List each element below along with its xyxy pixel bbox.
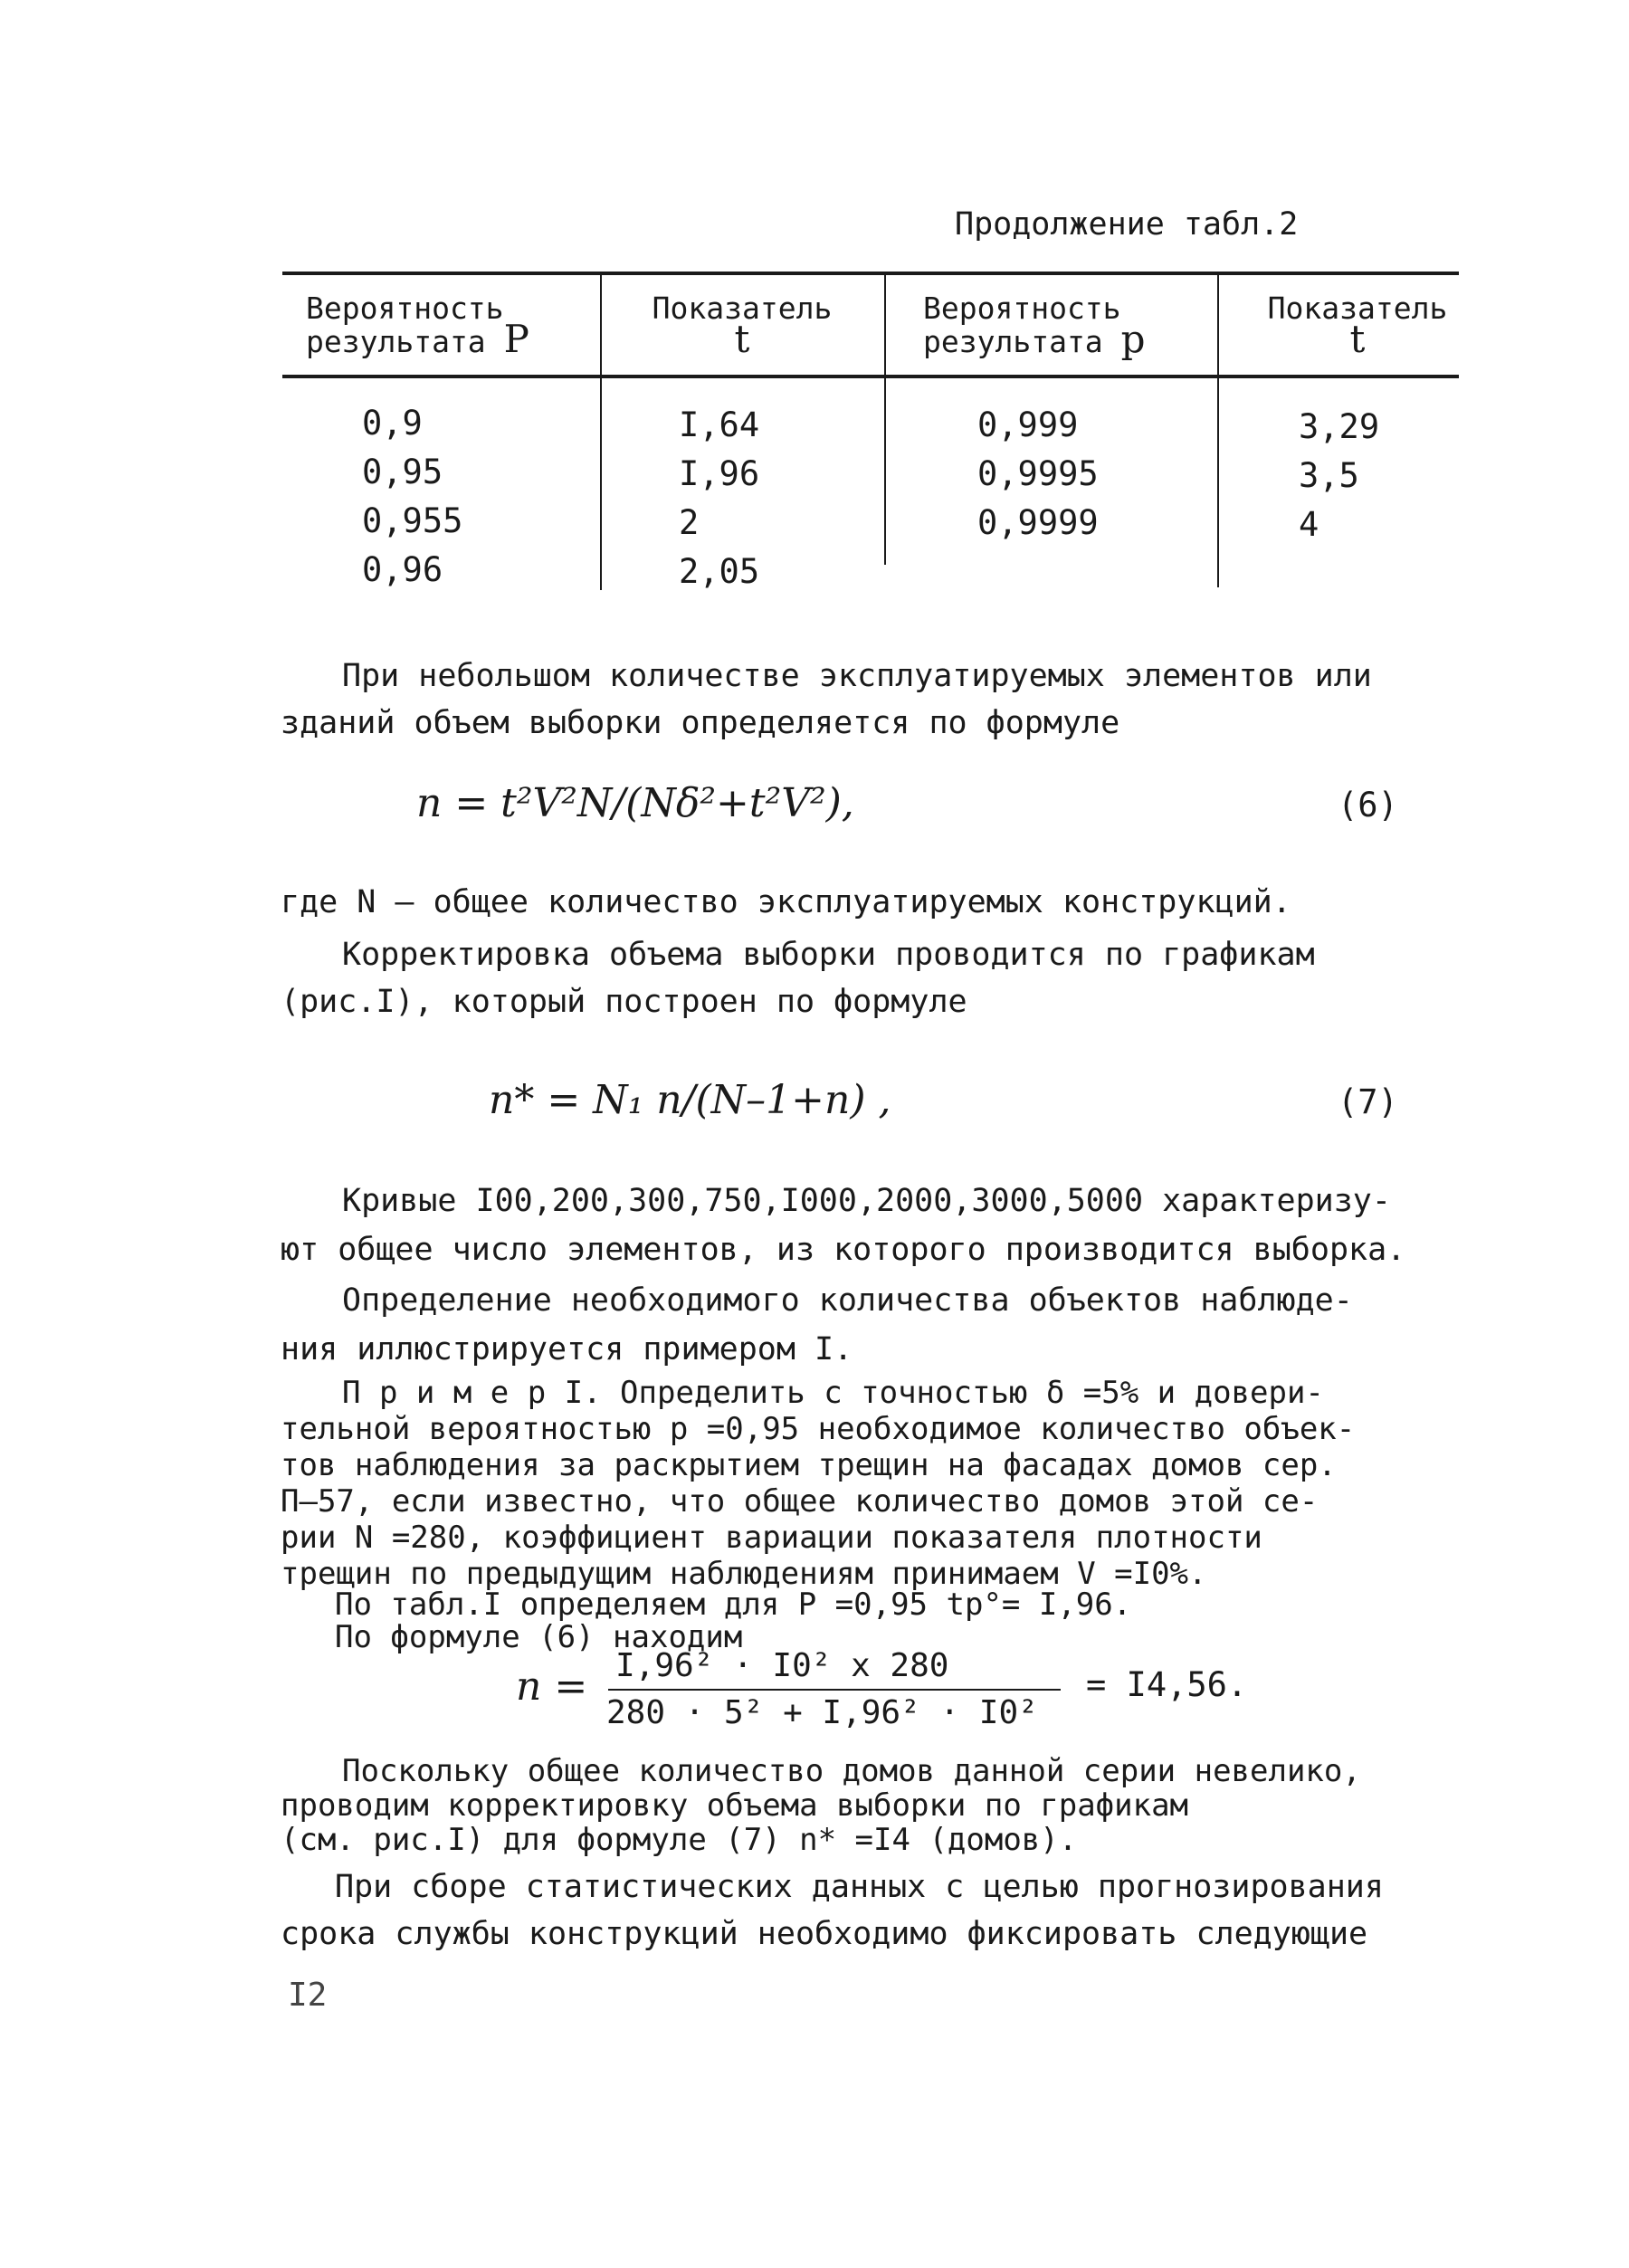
- example-line: По табл.I определяем для Р =0,95 tр°= I,96.: [335, 1587, 1132, 1623]
- header-col4-line1: Показатель: [1267, 291, 1448, 326]
- table-cell: 0,9: [362, 404, 423, 443]
- page-number: I2: [288, 1977, 328, 2014]
- calc-result: = I4,56.: [1086, 1665, 1248, 1704]
- header-col2-symbol: t: [734, 317, 750, 361]
- header-col3-line1: Вероятность: [923, 291, 1121, 326]
- paragraph-line: срока службы конструкций необходимо фиксировать следующие: [281, 1916, 1368, 1952]
- header-col4-symbol: t: [1349, 317, 1366, 361]
- example-line: тов наблюдения за раскрытием трещин на фасадах домов сер.: [281, 1447, 1337, 1483]
- header-col1-line2: результата: [306, 324, 486, 359]
- calc-denominator: 280 · 5² + I,96² · I0²: [606, 1694, 1038, 1731]
- table-top-rule: [282, 272, 1459, 275]
- paragraph-line: Кривые I00,200,300,750,I000,2000,3000,5000 характеризу-: [342, 1183, 1391, 1219]
- formula-7-number: (7): [1338, 1082, 1398, 1121]
- where-line: где N – общее количество эксплуатируемых конструкций.: [281, 884, 1291, 920]
- table-cell: 4: [1299, 505, 1319, 544]
- paragraph-line: проводим корректировку объема выборки по графикам: [281, 1787, 1189, 1824]
- header-col1-line1: Вероятность: [306, 291, 504, 326]
- paragraph-line: ют общее число элементов, из которого производится выборка.: [281, 1232, 1406, 1268]
- table-cell: I,64: [679, 405, 760, 444]
- table-cell: I,96: [679, 454, 760, 493]
- header-col3-symbol: р: [1120, 317, 1146, 361]
- paragraph-line: (см. рис.I) для формуле (7) n* =I4 (домов).: [281, 1822, 1078, 1858]
- table-cell: 3,29: [1299, 407, 1380, 446]
- calc-numerator: I,96² · I0² x 280: [615, 1647, 949, 1684]
- paragraph-line: При сборе статистических данных с целью прогнозирования: [335, 1869, 1384, 1905]
- table-cell: 3,5: [1299, 456, 1359, 495]
- table-col-divider-2: [884, 275, 886, 565]
- table-cell: 0,9999: [977, 503, 1099, 542]
- formula-6: n = t²V²N/(Nδ²+t²V²),: [416, 780, 854, 826]
- table-cell: 0,95: [362, 453, 443, 491]
- table-cell: 0,9995: [977, 454, 1099, 493]
- table-cell: 0,955: [362, 501, 463, 540]
- table-col-divider-1: [600, 275, 602, 590]
- table-col-divider-3: [1217, 275, 1219, 587]
- calc-fraction-bar: [608, 1689, 1061, 1691]
- table-cell: 0,999: [977, 405, 1079, 444]
- table-header-col4: [1258, 291, 1457, 361]
- calc-lhs: n =: [516, 1663, 588, 1710]
- example-line: По формуле (6) находим: [335, 1619, 743, 1655]
- table-cell: 2,05: [679, 552, 760, 591]
- example-line: трещин по предыдущим наблюдениям принимаем V =I0%.: [281, 1556, 1207, 1592]
- header-col1-symbol: Р: [503, 317, 529, 361]
- table-header-col1: [306, 291, 529, 361]
- example-line: П–57, если известно, что общее количество домов этой се-: [281, 1483, 1319, 1520]
- table-header-rule: [282, 375, 1459, 378]
- paragraph-line: (рис.I), который построен по формуле: [281, 984, 967, 1020]
- example-line: рии N =280, коэффициент вариации показателя плотности: [281, 1520, 1262, 1556]
- paragraph-line: Корректировка объема выборки проводится по графикам: [342, 937, 1315, 973]
- paragraph-line: Поскольку общее количество домов данной серии невелико,: [342, 1753, 1361, 1789]
- formula-7: n* = N₁ n/(N–1+n) ,: [489, 1077, 891, 1123]
- paragraph-line: зданий объем выборки определяется по формуле: [281, 705, 1120, 741]
- paragraph-line: Определение необходимого количества объектов наблюде-: [342, 1282, 1353, 1319]
- header-col3-line2: результата: [923, 324, 1103, 359]
- header-col2-line1: Показатель: [652, 291, 833, 326]
- table-caption: Продолжение табл.2: [955, 206, 1299, 243]
- paragraph-line: При небольшом количестве эксплуатируемых элементов или: [342, 658, 1372, 694]
- formula-6-number: (6): [1338, 786, 1398, 824]
- example-line: тельной вероятностью р =0,95 необходимое количество объек-: [281, 1411, 1356, 1447]
- paragraph-line: ния иллюстрируется примером I.: [281, 1331, 853, 1367]
- table-cell: 2: [679, 503, 700, 542]
- example-line: П р и м е р I. Определить с точностью δ =5% и довери-: [342, 1375, 1324, 1411]
- table-header-col3: [923, 291, 1146, 361]
- table-header-col2: [643, 291, 842, 361]
- table-cell: 0,96: [362, 550, 443, 589]
